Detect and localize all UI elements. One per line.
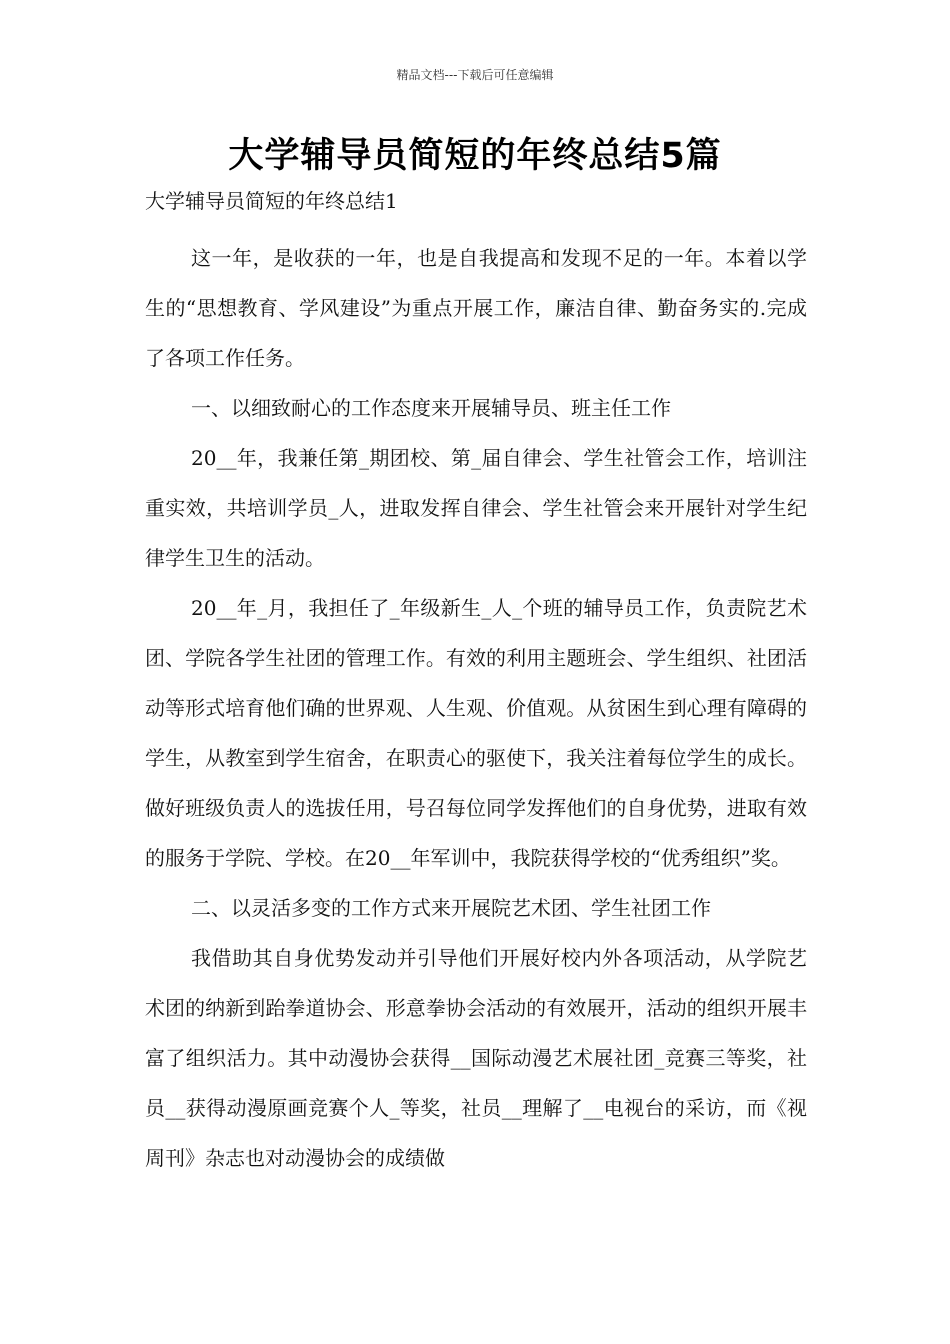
paragraph-intro: 这一年，是收获的一年，也是自我提高和发现不足的一年。本着以学生的“思想教育、学风建设”为重点开展工作，廉洁自律、勤奋务实的.完成了各项工作任务。 — [145, 246, 807, 370]
paragraph-counselor: 20__年_月，我担任了_年级新生_人_个班的辅导员工作，负责院艺术团、学院各学生社团的管理工作。有效的利用主题班会、学生组织、社团活动等形式培育他们确的世界观、人生观、价值观。从贫困生到心理有障碍的学生，从教室到学生宿舍，在职责心的驱使下，我关注着每位学生的成长。做好班级负责人的选拔任用，号召每位同学发挥他们的自身优势，进取有效的服务于学院、学校。在20__年军训中，我院获得学校的“优秀组织”奖。 — [145, 596, 807, 870]
document-title: 大学辅导员简短的年终总结5篇 — [228, 136, 722, 176]
section-heading-1: 一、以细致耐心的工作态度来开展辅导员、班主任工作 — [191, 396, 671, 420]
section-subtitle: 大学辅导员简短的年终总结1 — [145, 189, 398, 213]
paragraph-activities: 我借助其自身优势发动并引导他们开展好校内外各项活动，从学院艺术团的纳新到跆拳道协会、形意拳协会活动的有效展开，活动的组织开展丰富了组织活力。其中动漫协会获得__国际动漫艺术展社团_竞赛三等奖，社员__获得动漫原画竞赛个人_等奖，社员__理解了__电视台的采访，而《视周刊》杂志也对动漫协会的成绩做 — [145, 946, 807, 1170]
document-body — [145, 233, 807, 1183]
section-heading-2: 二、以灵活多变的工作方式来开展院艺术团、学生社团工作 — [191, 896, 711, 920]
paragraph-training: 20__年，我兼任第_期团校、第_届自律会、学生社管会工作，培训注重实效，共培训学员_人，进取发挥自律会、学生社管会来开展针对学生纪律学生卫生的活动。 — [145, 446, 807, 570]
page-header: 精品文档---下载后可任意编辑 — [396, 68, 554, 82]
